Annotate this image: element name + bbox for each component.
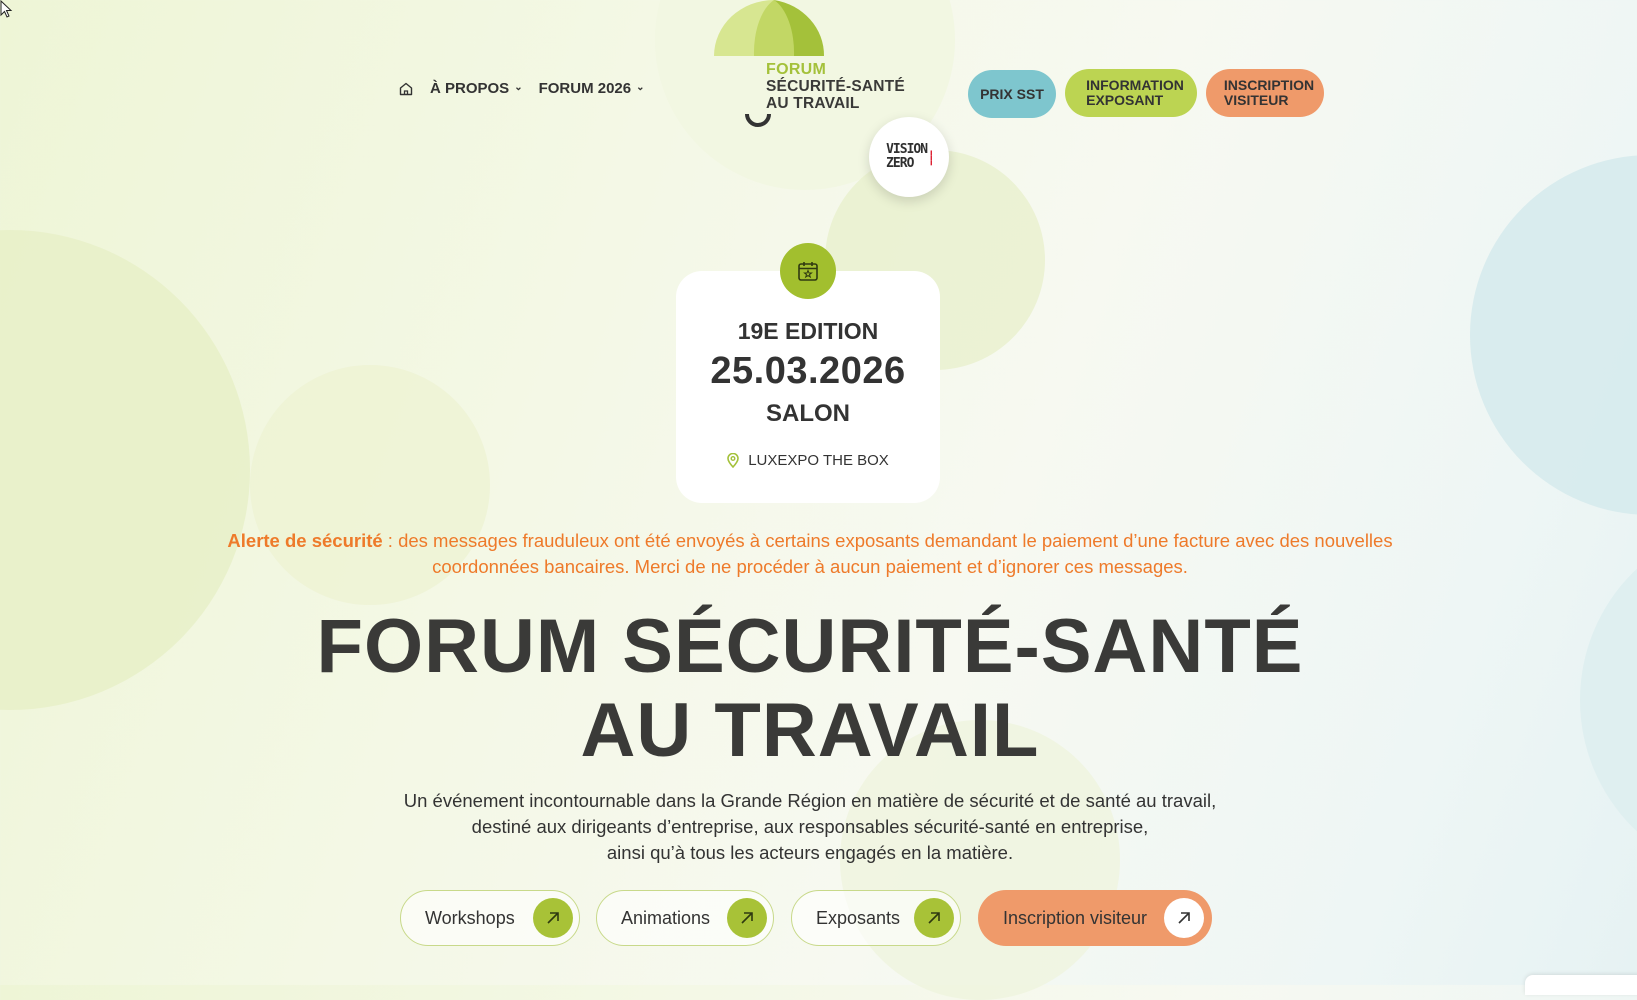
prix-sst-button[interactable] [968, 70, 1056, 118]
main-nav [398, 80, 645, 97]
arrow-up-right-icon [1164, 898, 1204, 938]
chevron-down-icon: ⌄ [636, 82, 645, 93]
prix-sst-label: PRIX SST [980, 85, 1044, 102]
exposants-label: Exposants [816, 907, 901, 928]
insc-label-line1: INSCRIPTION [1223, 77, 1315, 93]
location-pin-icon [727, 453, 739, 468]
hero-description [200, 788, 1420, 866]
nav-item-label: À PROPOS [430, 80, 510, 97]
event-edition: 19E EDITION [737, 318, 879, 344]
mouse-cursor-icon [0, 0, 14, 20]
arrow-up-right-icon [727, 898, 767, 938]
vision-zero-line2: ZERO [886, 156, 914, 171]
logo-line2: SÉCURITÉ-SANTÉ [766, 78, 905, 95]
desc-line3: ainsi qu’à tous les acteurs engagés en la matière. [606, 842, 1014, 863]
event-type: SALON [766, 400, 850, 427]
arrow-up-right-icon [533, 898, 573, 938]
info-label-line1: INFORMATION [1086, 77, 1184, 93]
event-location [676, 452, 940, 469]
exposants-button[interactable] [791, 890, 961, 946]
event-date: 25.03.2026 [710, 350, 906, 392]
security-alert-label: Alerte de sécurité [227, 530, 383, 551]
workshops-label: Workshops [425, 907, 515, 928]
nav-item-forum-2026[interactable] [539, 80, 645, 97]
page-title [200, 605, 1420, 773]
title-line1: FORUM SÉCURITÉ-SANTÉ [316, 604, 1304, 689]
umbrella-handle-icon [744, 108, 774, 132]
workshops-button[interactable] [400, 890, 580, 946]
inscription-visiteur-button[interactable] [978, 890, 1212, 946]
security-alert [200, 528, 1420, 580]
vision-zero-line1: VISION [886, 142, 928, 157]
logo-line3: AU TRAVAIL [766, 95, 860, 112]
bg-bubble [1470, 155, 1637, 515]
vision-zero-mark: ▐ ▐ ▐ [929, 149, 932, 165]
insc-label-line2: VISITEUR [1223, 92, 1289, 108]
desc-line1: Un événement incontournable dans la Grande Région en matière de sécurité et de santé au travail, [403, 790, 1217, 811]
arrow-up-right-icon [914, 898, 954, 938]
floating-widget[interactable] [1525, 975, 1637, 995]
animations-button[interactable] [596, 890, 774, 946]
umbrella-logo-icon [714, 0, 834, 60]
logo-line1: FORUM [766, 61, 827, 78]
home-icon[interactable] [398, 81, 414, 97]
event-location-label: LUXEXPO THE BOX [748, 452, 889, 469]
title-line2: AU TRAVAIL [580, 688, 1040, 773]
site-logo[interactable] [714, 0, 914, 130]
nav-item-label: FORUM 2026 [538, 80, 632, 97]
inscription-visiteur-header-button[interactable] [1206, 69, 1324, 117]
calendar-icon [780, 243, 836, 299]
inscription-visiteur-label: Inscription visiteur [1003, 907, 1148, 928]
vision-zero-badge[interactable] [869, 117, 949, 197]
chevron-down-icon: ⌄ [514, 82, 523, 93]
information-exposant-button[interactable] [1065, 69, 1197, 117]
animations-label: Animations [621, 907, 711, 928]
nav-item-a-propos[interactable] [430, 80, 523, 97]
bg-bubble [1580, 520, 1637, 880]
security-alert-text: : des messages frauduleux ont été envoyés à certains exposants demandant le paiement d’une facture avec des nouvelles coordonnées bancaires. Merci de ne procéder à aucun paiement et d’ignorer ces messages. [382, 530, 1393, 577]
info-label-line2: EXPOSANT [1086, 92, 1164, 108]
desc-line2: destiné aux dirigeants d’entreprise, aux responsables sécurité-santé en entreprise, [471, 816, 1149, 837]
